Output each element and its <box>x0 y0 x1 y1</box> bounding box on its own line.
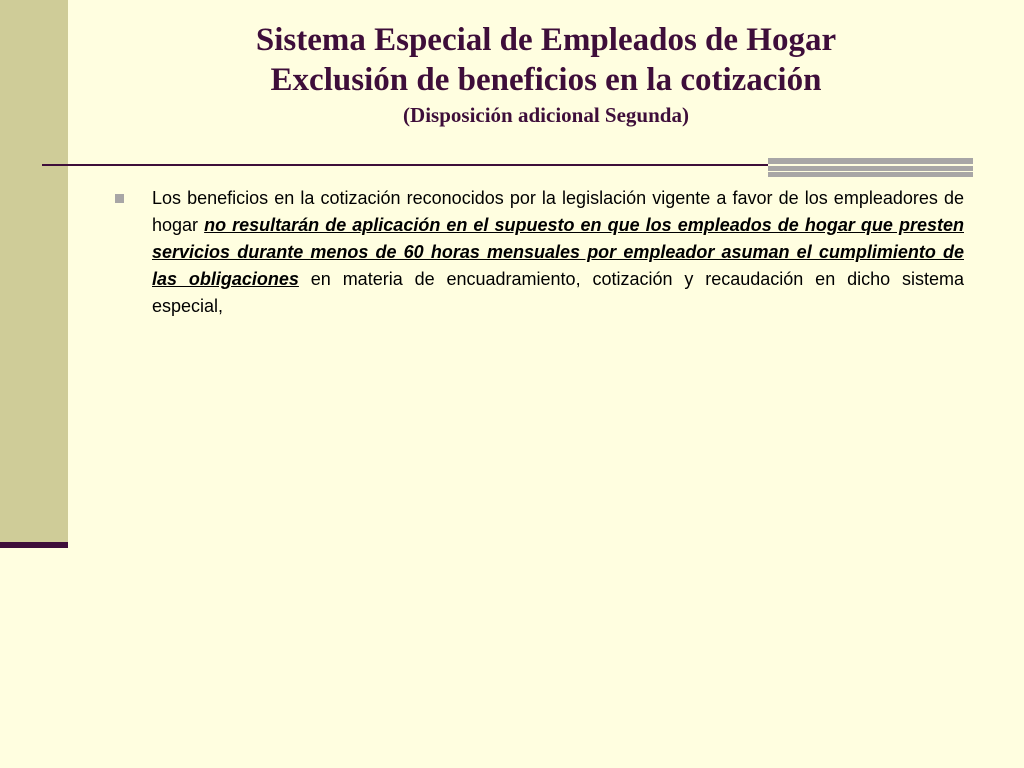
slide-content <box>112 185 964 320</box>
title-divider-accent <box>768 158 973 177</box>
left-bar-underline <box>0 542 68 548</box>
title-block <box>68 20 1024 130</box>
slide-title-line-1: Sistema Especial de Empleados de Hogar <box>255 22 837 58</box>
bullet-text-after: en materia de encuadramiento, cotización y recaudación en dicho sistema especial, <box>152 269 964 316</box>
title-divider-line <box>42 164 768 166</box>
bullet-item <box>112 185 964 320</box>
square-bullet-icon <box>115 194 124 203</box>
slide-title-line-2: Exclusión de beneficios en la cotización <box>270 62 822 98</box>
left-decorative-bar <box>0 0 68 542</box>
slide-subtitle: (Disposición adicional Segunda) <box>403 103 689 127</box>
bullet-emphasis: no resultarán de aplicación en el supuesto en que los empleados de hogar que presten servicios durante menos de 60 horas mensuales por empleador asuman el cumplimiento de las obligaciones <box>152 215 964 289</box>
bullet-text-before: Los beneficios en la cotización reconocidos por la legislación vigente a favor de los empleadores de hogar <box>152 188 964 235</box>
